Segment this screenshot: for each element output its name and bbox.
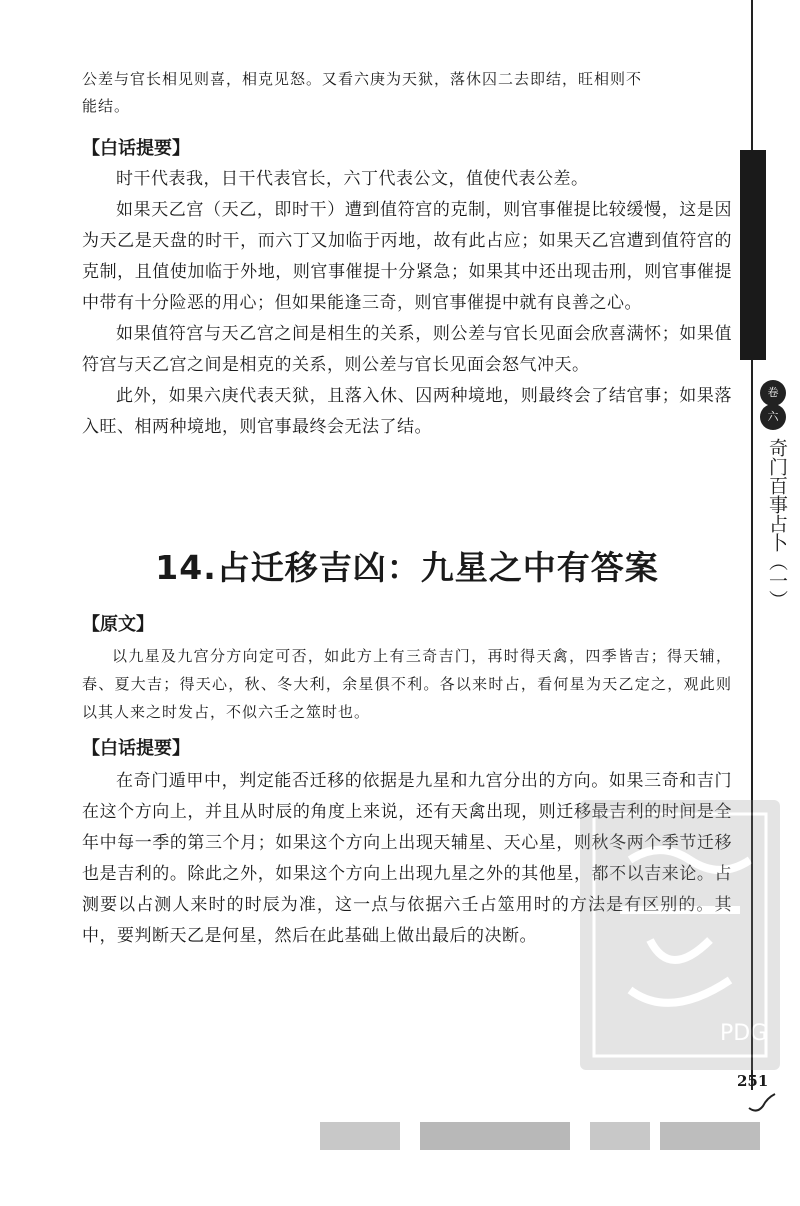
scan-artifact (420, 1122, 570, 1150)
volume-badge: 卷 (760, 380, 786, 406)
section-heading: 【白话提要】 (82, 138, 190, 159)
scan-artifact (590, 1122, 650, 1150)
paragraph: 如果值符宫与天乙宫之间是相生的关系，则公差与官长见面会欣喜满怀；如果值符宫与天乙宫之间是相克的关系，则公差与官长见面会怒气冲天。 (82, 324, 732, 375)
paragraph: 如果天乙宫（天乙，即时干）遭到值符宫的克制，则官事催提比较缓慢，这是因为天乙是天盘的时干，而六丁又加临于丙地，故有此占应；如果天乙宫遭到值符宫的克制，且值使加临于外地，则官事催提十分紧急；如果其中还出现击刑，则官事催提中带有十分险恶的用心；但如果能逢三奇，则官事催提中就有良善之心。 (82, 200, 732, 313)
scan-artifact (320, 1122, 400, 1150)
page-number: 251 (737, 1072, 769, 1090)
paragraph: 此外，如果六庚代表天狱，且落入休、囚两种境地，则最终会了结官事；如果落入旺、相两种境地，则官事最终会无法了结。 (82, 386, 732, 437)
paragraph: 以九星及九宫分方向定可否，如此方上有三奇吉门，再时得天禽，四季皆吉；得天辅，春、夏大吉；得天心，秋、冬大利，余星俱不利。各以来时占，看何星为天乙定之，观此则以其人来之时发占，不似六壬之筮时也。 (82, 647, 732, 721)
running-head-vertical: 奇门百事占卜（一） (766, 438, 788, 609)
chapter-title: 14.占迁移吉凶：九星之中有答案 (155, 548, 659, 587)
continuation-line-2: 能结。 (82, 97, 131, 115)
section-heading: 【原文】 (82, 614, 154, 635)
section-vernacular-1 (82, 134, 732, 443)
section-heading: 【白话提要】 (82, 738, 190, 759)
section-original (82, 610, 732, 726)
continuation-text (82, 66, 732, 120)
volume-badge: 六 (760, 404, 786, 430)
continuation-line-1: 公差与官长相见则喜，相克见怒。又看六庚为天狱，落休囚二去即结，旺相则不 (82, 70, 643, 88)
paragraph: 时干代表我，日干代表官长，六丁代表公文，值使代表公差。 (116, 169, 589, 189)
seal-stamp-watermark (570, 790, 790, 1080)
scan-artifact (660, 1122, 760, 1150)
page-curl-ornament (745, 1088, 779, 1114)
stamp-text: PDG (720, 1021, 768, 1046)
thumb-tab (740, 150, 766, 360)
paragraph: 在奇门遁甲中，判定能否迁移的依据是九星和九宫分出的方向。如果三奇和吉门在这个方向上，并且从时辰的角度上来说，还有天禽出现，则迁移最吉利的时间是全年中每一季的第三个月；如果这个方向上出现天辅星、天心星，则秋冬两个季节迁移也是吉利的。除此之外，如果这个方向上出现九星之外的其他星，都不以吉来论。占测要以占测人来时的时辰为准，这一点与依据六壬占筮用时的方法是有区别的。其中，要判断天乙是何星，然后在此基础上做出最后的决断。 (82, 771, 732, 946)
